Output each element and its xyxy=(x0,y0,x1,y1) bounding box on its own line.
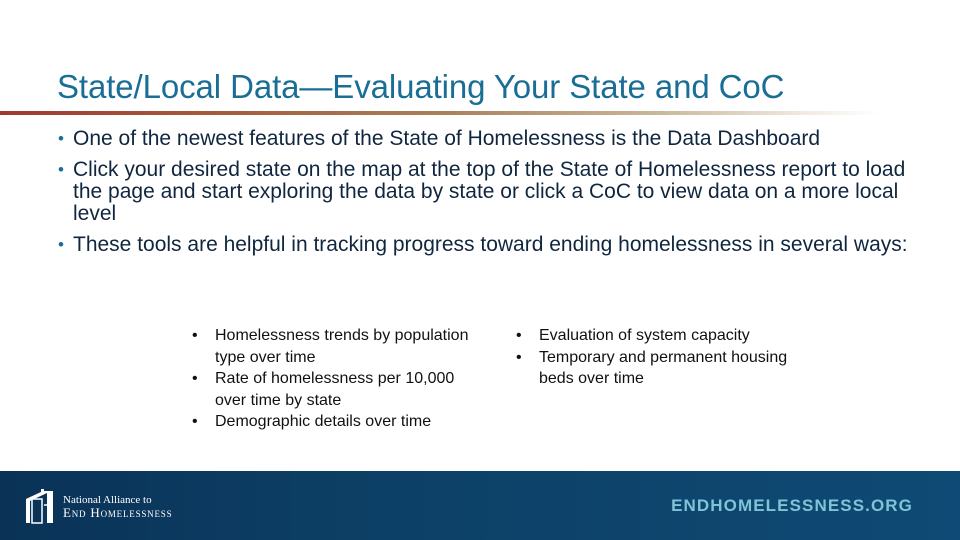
bullet-dot-icon: • xyxy=(192,413,198,430)
main-bullet-item xyxy=(55,234,915,256)
bullet-text: These tools are helpful in tracking progress toward ending homelessness in several ways: xyxy=(73,233,908,256)
bullet-dot-icon: • xyxy=(516,327,522,344)
bullet-dot-icon: • xyxy=(58,160,64,179)
title-divider xyxy=(0,111,880,115)
logo-line-1: National Alliance to xyxy=(63,494,152,506)
footer-bar xyxy=(0,471,960,540)
bullet-text: Click your desired state on the map at the top of the State of Homelessness report to load the page and start exploring the data by state or click a CoC to view data on a more local level xyxy=(73,158,906,225)
website-link[interactable]: ENDHOMELESSNESS.ORG xyxy=(671,496,913,515)
bullet-dot-icon: • xyxy=(192,370,198,387)
bullet-text: Evaluation of system capacity xyxy=(539,327,750,344)
sub-bullet-item xyxy=(514,347,814,390)
logo-line-2: End Homelessness xyxy=(63,505,173,520)
bullet-text: Rate of homelessness per 10,000 over time by state xyxy=(215,370,455,409)
sub-bullet-list-right xyxy=(514,325,814,390)
bullet-text: Temporary and permanent housing beds over time xyxy=(539,348,788,387)
bullet-dot-icon: • xyxy=(192,327,198,344)
sub-bullet-list-left xyxy=(190,325,475,433)
bullet-text: Demographic details over time xyxy=(215,413,432,430)
bullet-text: One of the newest features of the State of Homelessness is the Data Dashboard xyxy=(73,127,821,150)
bullet-dot-icon: • xyxy=(58,129,64,148)
organization-logo[interactable] xyxy=(25,489,172,525)
sub-bullet-item xyxy=(190,325,475,368)
sub-bullet-item xyxy=(190,368,475,411)
main-bullet-item xyxy=(55,159,915,225)
main-bullet-list xyxy=(55,128,915,265)
bullet-text: Homelessness trends by population type over time xyxy=(215,327,469,366)
sub-bullet-item xyxy=(514,325,814,347)
sub-bullet-item xyxy=(190,411,475,433)
house-door-icon xyxy=(25,489,57,525)
bullet-dot-icon: • xyxy=(516,348,522,366)
logo-text xyxy=(63,494,172,520)
bullet-dot-icon: • xyxy=(58,235,64,254)
slide-title: State/Local Data—Evaluating Your State and CoC xyxy=(57,68,785,105)
main-bullet-item xyxy=(55,128,915,150)
